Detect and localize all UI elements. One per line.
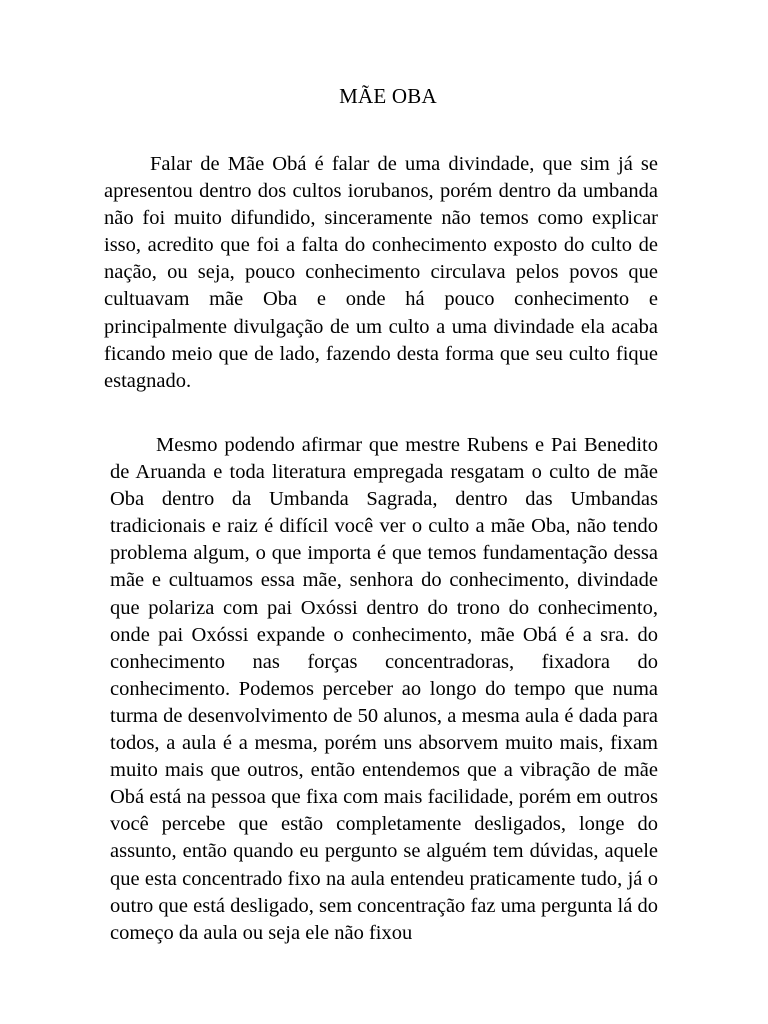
document-title: MÃE OBA	[339, 84, 437, 108]
paragraph-1: Falar de Mãe Obá é falar de uma divindade, que sim já se apresentou dentro dos cultos iorubanos, porém dentro da umbanda não foi muito difundido, sinceramente não temos como explicar isso, acredito que foi a falta do conhecimento exposto do culto de nação, ou seja, pouco conhecimento circulava pelos povos que cultuavam mãe Oba e onde há pouco conhecimento e principalmente divulgação de um culto a uma divindade ela acaba ficando meio que de lado, fazendo desta forma que seu culto fique estagnado.	[104, 153, 658, 392]
paragraph-2: Mesmo podendo afirmar que mestre Rubens e Pai Benedito de Aruanda e toda literatura empregada resgatam o culto de mãe Oba dentro da Umbanda Sagrada, dentro das Umbandas tradicionais e raiz é difícil você ver o culto a mãe Oba, não tendo problema algum, o que importa é que temos fundamentação dessa mãe e cultuamos essa mãe, senhora do conhecimento, divindade que polariza com pai Oxóssi dentro do trono do conhecimento, onde pai Oxóssi expande o conhecimento, mãe Obá é a sra. do conhecimento nas forças concentradoras, fixadora do conhecimento. Podemos perceber ao longo do tempo que numa turma de desenvolvimento de 50 alunos, a mesma aula é dada para todos, a aula é a mesma, porém uns absorvem muito mais, fixam muito mais que outros, então entendemos que a vibração de mãe Obá está na pessoa que fixa com mais facilidade, porém em outros você percebe que estão completamente desligados, longe do assunto, então quando eu pergunto se alguém tem dúvidas, aquele que esta concentrado fixo na aula entendeu praticamente tudo, já o outro que está desligado, sem concentração faz uma pergunta lá do começo da aula ou seja ele não fixou	[110, 434, 658, 944]
